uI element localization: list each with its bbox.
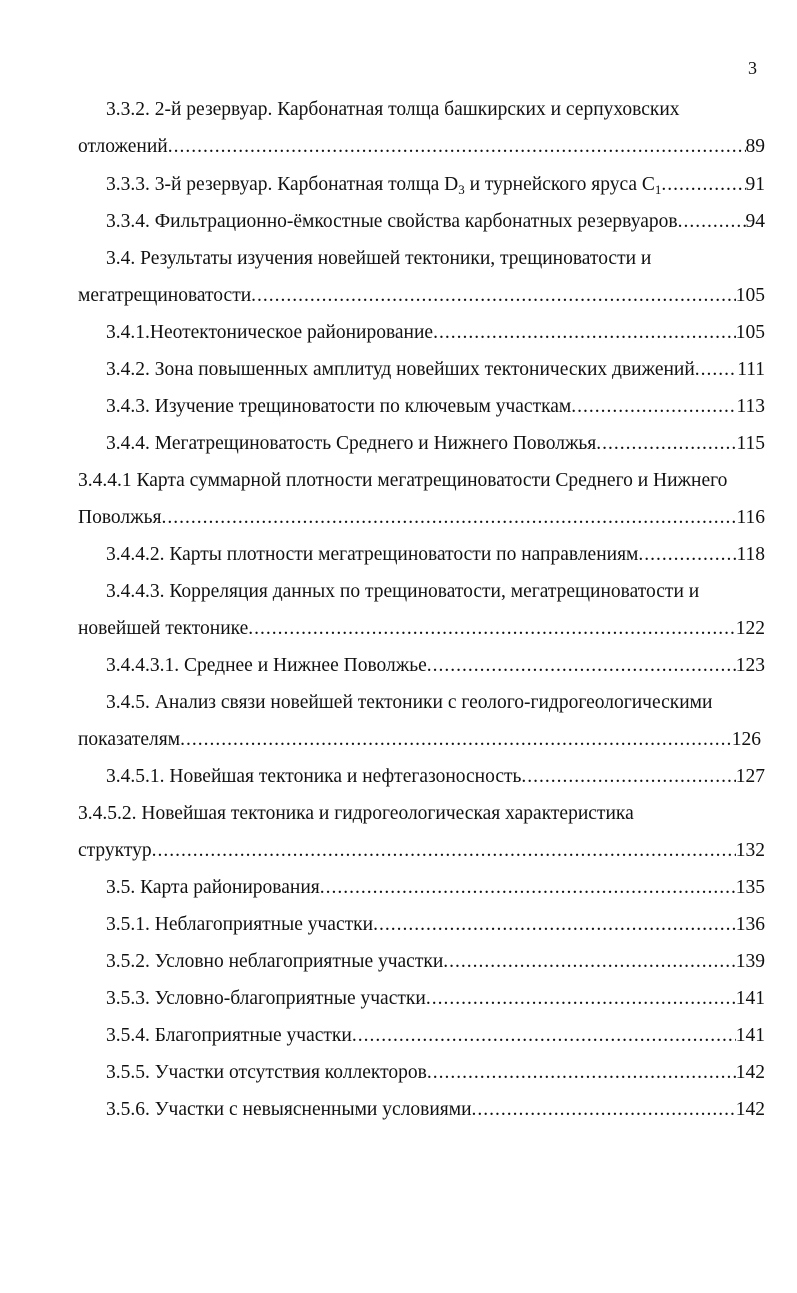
toc-entry-title: мегатрещиноватости — [78, 285, 252, 306]
toc-entry-title: 3.4.4.2. Карты плотности мегатрещиноватости по направлениям — [106, 544, 639, 565]
toc-entry-3-3-2-line2[interactable] — [78, 132, 765, 162]
toc-leader-dots — [248, 614, 735, 644]
toc-entry-3-4-5-1[interactable] — [106, 762, 765, 792]
toc-entry-3-4-4-1-line1 — [78, 466, 765, 496]
toc-entry-title: 3.4.1.Неотектоническое районирование — [106, 322, 434, 343]
toc-entry-3-4-1[interactable] — [106, 318, 765, 348]
toc-entry-title: 3.4.2. Зона повышенных амплитуд новейших тектонических движений — [106, 359, 695, 380]
toc-entry-3-4-3[interactable] — [106, 392, 765, 422]
toc-entry-3-5[interactable] — [106, 873, 765, 903]
toc-page-number: 126 — [731, 729, 761, 750]
toc-page-number: 142 — [735, 1062, 765, 1083]
toc-page-number: 127 — [735, 766, 765, 787]
toc-page-number: 116 — [736, 507, 765, 528]
toc-page-number: 105 — [735, 285, 765, 306]
toc-page-number: 139 — [735, 951, 765, 972]
toc-entry-title: 3.3.3. 3-й резервуар. Карбонатная толща $D_3$ и турнейского яруса $С_1$ — [106, 174, 662, 197]
toc-page-number: 122 — [735, 618, 765, 639]
toc-leader-dots — [320, 873, 736, 903]
toc-entry-title: Поволжья — [78, 507, 162, 528]
toc-leader-dots — [352, 1021, 736, 1051]
toc-page-number: 113 — [736, 396, 765, 417]
toc-entry-3-4-5-line1 — [106, 688, 737, 718]
toc-leader-dots — [427, 651, 736, 681]
toc-entry-3-5-4[interactable] — [106, 1021, 765, 1051]
toc-entry-title: 3.5.2. Условно неблагоприятные участки — [106, 951, 444, 972]
toc-page-number: 91 — [745, 174, 765, 195]
toc-entry-title: 3.3.4. Фильтрационно-ёмкостные свойства карбонатных резервуаров — [106, 211, 678, 232]
toc-entry-3-4-5-2-line1 — [78, 799, 737, 829]
toc-entry-title: 3.5.4. Благоприятные участки — [106, 1025, 352, 1046]
toc-leader-dots — [168, 132, 746, 162]
toc-entry-3-5-2[interactable] — [106, 947, 765, 977]
toc-leader-dots — [180, 725, 732, 755]
toc-entry-title: 3.5.5. Участки отсутствия коллекторов — [106, 1062, 427, 1083]
toc-entry-3-5-3[interactable] — [106, 984, 765, 1014]
toc-entry-3-4-4[interactable] — [106, 429, 765, 459]
toc-leader-dots — [433, 318, 736, 348]
toc-entry-title: 3.4.4.3.1. Среднее и Нижнее Поволжье — [106, 655, 427, 676]
toc-entry-title: 3.4. Результаты изучения новейшей тектоники, трещиноватости и — [106, 248, 652, 269]
toc-leader-dots — [661, 170, 745, 200]
toc-entry-title: 3.4.5. Анализ связи новейшей тектоники с геолого-гидрогеологическими — [106, 692, 713, 713]
toc-entry-title: 3.4.5.2. Новейшая тектоника и гидрогеологическая характеристика — [78, 803, 634, 824]
toc-page-number: 105 — [735, 322, 765, 343]
toc-entry-3-3-4[interactable] — [106, 207, 765, 237]
toc-entry-title: 3.5.6. Участки с невыясненными условиями — [106, 1099, 472, 1120]
toc-entry-3-4-4-3-1[interactable] — [106, 651, 765, 681]
toc-entry-title: показателям — [78, 729, 181, 750]
toc-page-number: 118 — [736, 544, 765, 565]
toc-entry-3-5-1[interactable] — [106, 910, 765, 940]
toc-entry-title: новейшей тектонике — [78, 618, 249, 639]
toc-entry-title: 3.5.3. Условно-благоприятные участки — [106, 988, 426, 1009]
toc-leader-dots — [678, 207, 746, 237]
toc-page-number: 89 — [745, 136, 765, 157]
toc-entry-3-5-5[interactable] — [106, 1058, 765, 1088]
toc-entry-3-4-2[interactable] — [106, 355, 765, 385]
toc-leader-dots — [638, 540, 736, 570]
toc-leader-dots — [152, 836, 736, 866]
toc-page-number: 136 — [735, 914, 765, 935]
toc-entry-3-4-4-3-line1 — [106, 577, 737, 607]
toc-leader-dots — [251, 281, 736, 311]
toc-entry-title: 3.4.3. Изучение трещиноватости по ключевым участкам — [106, 396, 572, 417]
toc-page-number: 123 — [735, 655, 765, 676]
toc-entry-3-4-4-3-line2[interactable] — [78, 614, 765, 644]
toc-entry-3-4-5-line2[interactable] — [78, 725, 761, 755]
toc-entry-3-4-5-2-line2[interactable] — [78, 836, 765, 866]
page-number: 3 — [748, 58, 757, 78]
toc-entry-title: 3.4.4.3. Корреляция данных по трещиноватости, мегатрещиноватости и — [106, 581, 700, 602]
toc-page-number: 142 — [735, 1099, 765, 1120]
toc-entry-3-5-6[interactable] — [106, 1095, 765, 1125]
toc-entry-3-4-4-2[interactable] — [106, 540, 765, 570]
toc-page-number: 141 — [735, 1025, 765, 1046]
toc-entry-title: отложений — [78, 136, 168, 157]
toc-leader-dots — [596, 429, 736, 459]
toc-entry-title: 3.4.4.1 Карта суммарной плотности мегатрещиноватости Среднего и Нижнего — [78, 470, 728, 491]
toc-leader-dots — [521, 762, 735, 792]
toc-entry-title: 3.4.5.1. Новейшая тектоника и нефтегазоносность — [106, 766, 522, 787]
toc-entry-3-3-3[interactable] — [106, 170, 765, 200]
toc-entry-title: структур — [78, 840, 152, 861]
toc-leader-dots — [443, 947, 735, 977]
toc-entry-title: 3.4.4. Мегатрещиноватость Среднего и Нижнего Поволжья — [106, 433, 597, 454]
toc-page-number: 111 — [737, 359, 765, 380]
toc-page-number: 115 — [736, 433, 765, 454]
toc-page-number: 94 — [745, 211, 765, 232]
toc-entry-title: 3.3.2. 2-й резервуар. Карбонатная толща башкирских и серпуховских — [106, 99, 680, 120]
toc-page-number: 135 — [735, 877, 765, 898]
toc-entry-3-4-line2[interactable] — [78, 281, 765, 311]
toc-page-number: 141 — [735, 988, 765, 1009]
toc-leader-dots — [161, 503, 736, 533]
toc-entry-title: 3.5.1. Неблагоприятные участки — [106, 914, 374, 935]
toc-leader-dots — [427, 1058, 736, 1088]
toc-page-number: 132 — [735, 840, 765, 861]
toc-leader-dots — [472, 1095, 736, 1125]
toc-entry-3-4-4-1-line2[interactable] — [78, 503, 765, 533]
toc-leader-dots — [571, 392, 736, 422]
toc-leader-dots — [426, 984, 736, 1014]
toc-leader-dots — [373, 910, 736, 940]
toc-entry-3-4-line1 — [106, 244, 737, 274]
toc-entry-title: 3.5. Карта районирования — [106, 877, 320, 898]
toc-leader-dots — [695, 355, 737, 385]
toc-entry-3-3-2-line1 — [106, 95, 737, 125]
